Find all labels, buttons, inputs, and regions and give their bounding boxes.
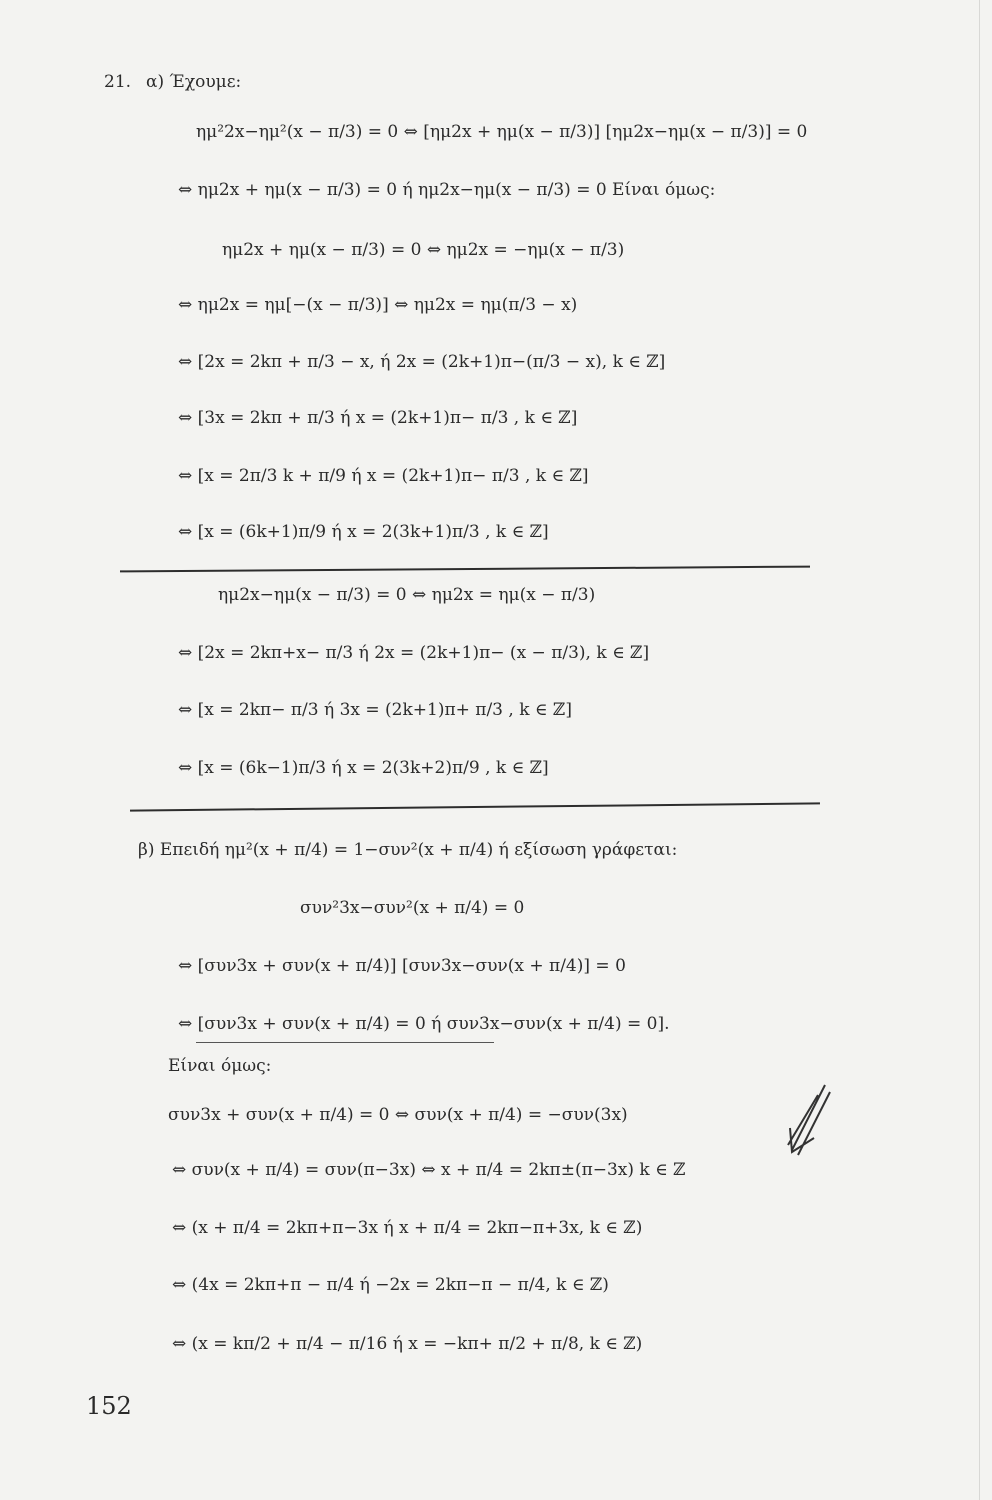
part-b-intro: β) Επειδή ημ²(x + π/4) = 1−συν²(x + π/4) ή εξίσωση γράφεται: [138, 840, 678, 860]
equation-line: ⇔ [2x = 2kπ+x− π/3 ή 2x = (2k+1)π− (x − π/3), k ∈ ℤ] [178, 643, 650, 663]
page-edge [979, 0, 980, 1500]
hand-drawn-underline [120, 566, 810, 573]
equation-line: ⇔ συν(x + π/4) = συν(π−3x) ⇔ x + π/4 = 2kπ±(π−3x) k ∈ ℤ [172, 1160, 686, 1180]
equation-line: ⇔ ημ2x + ημ(x − π/3) = 0 ή ημ2x−ημ(x − π/3) = 0 Είναι όμως: [178, 180, 716, 200]
equation-line: ημ2x−ημ(x − π/3) = 0 ⇔ ημ2x = ημ(x − π/3) [218, 585, 596, 605]
page-number: 152 [86, 1392, 132, 1420]
problem-number: 21. [104, 72, 132, 92]
hand-drawn-underline [196, 1042, 494, 1043]
hand-drawn-arrow-icon [770, 1080, 840, 1170]
equation-line: ⇔ [συν3x + συν(x + π/4)] [συν3x−συν(x + π/4)] = 0 [178, 956, 626, 976]
equation-line: ⇔ [x = 2π/3 k + π/9 ή x = (2k+1)π− π/3 , k ∈ ℤ] [178, 466, 589, 486]
equation-line: ⇔ (4x = 2kπ+π − π/4 ή −2x = 2kπ−π − π/4, k ∈ ℤ) [172, 1275, 609, 1295]
equation-line: συν3x + συν(x + π/4) = 0 ⇔ συν(x + π/4) = −συν(3x) [168, 1105, 628, 1125]
intro-text: α) Έχουμε: [146, 72, 242, 92]
equation-line: ημ2x + ημ(x − π/3) = 0 ⇔ ημ2x = −ημ(x − π/3) [222, 240, 625, 260]
equation-line: ⇔ (x = kπ/2 + π/4 − π/16 ή x = −kπ+ π/2 + π/8, k ∈ ℤ) [172, 1334, 643, 1354]
equation-line: ⇔ [x = (6k−1)π/3 ή x = 2(3k+2)π/9 , k ∈ ℤ] [178, 758, 549, 778]
equation-line: συν²3x−συν²(x + π/4) = 0 [300, 898, 525, 918]
equation-line: ⇔ ημ2x = ημ[−(x − π/3)] ⇔ ημ2x = ημ(π/3 − x) [178, 295, 578, 315]
equation-line: ⇔ [συν3x + συν(x + π/4) = 0 ή συν3x−συν(x + π/4) = 0]. [178, 1014, 670, 1034]
equation-line: ⇔ [x = (6k+1)π/9 ή x = 2(3k+1)π/3 , k ∈ ℤ] [178, 522, 549, 542]
equation-line: ⇔ (x + π/4 = 2kπ+π−3x ή x + π/4 = 2kπ−π+3x, k ∈ ℤ) [172, 1218, 643, 1238]
equation-line: ημ²2x−ημ²(x − π/3) = 0 ⇔ [ημ2x + ημ(x − π/3)] [ημ2x−ημ(x − π/3)] = 0 [196, 122, 808, 142]
equation-line: ⇔ [2x = 2kπ + π/3 − x, ή 2x = (2k+1)π−(π/3 − x), k ∈ ℤ] [178, 352, 666, 372]
equation-line: ⇔ [x = 2kπ− π/3 ή 3x = (2k+1)π+ π/3 , k ∈ ℤ] [178, 700, 572, 720]
eina-omos: Είναι όμως: [168, 1056, 272, 1076]
equation-line: ⇔ [3x = 2kπ + π/3 ή x = (2k+1)π− π/3 , k ∈ ℤ] [178, 408, 578, 428]
hand-drawn-underline [130, 802, 820, 811]
